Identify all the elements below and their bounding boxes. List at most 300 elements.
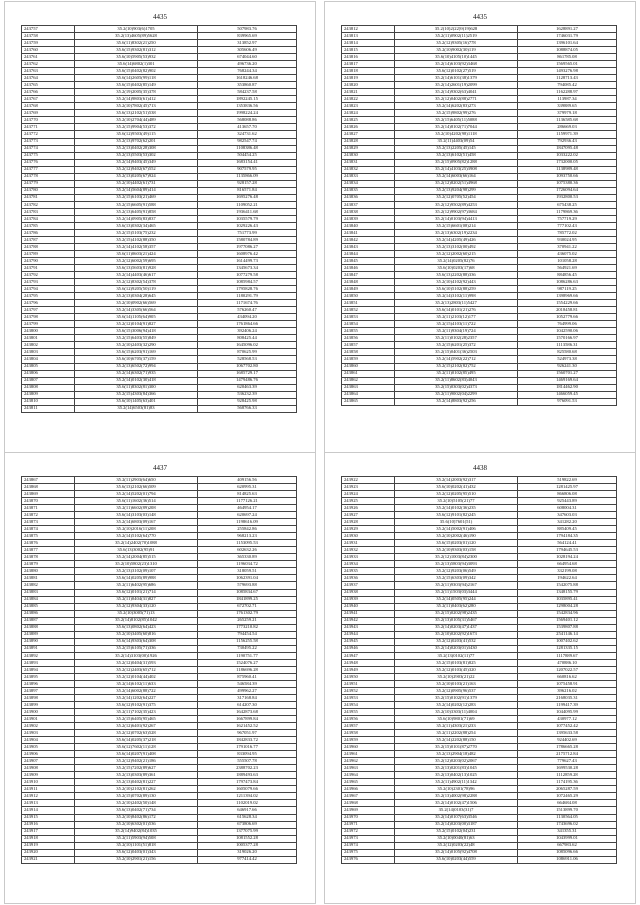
row-id-cell: 243786	[22, 229, 75, 236]
amount-cell: 1075458.91	[518, 680, 617, 687]
row-id-cell: 243768	[22, 103, 75, 110]
reference-number-cell: 35.2(11)4303(21)233	[395, 723, 518, 730]
table-row	[342, 737, 617, 744]
table-row	[22, 842, 297, 849]
row-id-cell: 243871	[22, 505, 75, 512]
reference-number-cell: 35.2(13)0201(83)1045	[395, 765, 518, 772]
table-row	[22, 342, 297, 349]
reference-number-cell: 35.2(13)9702(62)201	[75, 138, 198, 145]
reference-number-cell: 35.6(13)5603(81)928	[75, 265, 198, 272]
amount-cell: 870625.99	[198, 349, 297, 356]
reference-number-cell: 35.6(11)8302(21)250	[75, 40, 198, 47]
table-row	[342, 293, 617, 300]
row-id-cell: 243887	[22, 617, 75, 624]
row-id-cell: 243792	[22, 272, 75, 279]
reference-number-cell: 35.2(14)2003(92)317	[395, 477, 518, 484]
table-row	[22, 258, 297, 265]
table-row	[22, 575, 297, 582]
reference-number-cell: 35.2(11)0102(28)2357	[395, 335, 518, 342]
amount-cell: 1743696.02	[518, 821, 617, 828]
table-row	[22, 617, 297, 624]
reference-number-cell: 35.6(10)0203(44)559	[395, 856, 518, 863]
row-id-cell: 243899	[22, 702, 75, 709]
amount-cell: 1044095.99	[518, 709, 617, 716]
reference-number-cell: 35.2(14)2202(88)150	[395, 737, 518, 744]
table-row	[342, 603, 617, 610]
reference-number-cell: 35.2(15)9904(53)372	[75, 124, 198, 131]
amount-cell: 1466059.45	[518, 391, 617, 398]
row-id-cell: 243860	[342, 363, 395, 370]
amount-cell: 674044.60	[198, 54, 297, 61]
table-row	[342, 384, 617, 391]
table-row	[342, 180, 617, 187]
row-id-cell: 243806	[22, 370, 75, 377]
reference-number-cell: 35.2(13)0105(31)5467	[395, 617, 518, 624]
table-row	[342, 800, 617, 807]
row-id-cell: 243886	[22, 610, 75, 617]
amount-cell: 339889.65	[518, 103, 617, 110]
amount-cell: 1539807.88	[518, 624, 617, 631]
reference-number-cell: 35.2(12)9502(89)4253	[395, 201, 518, 208]
amount-cell: 1932800.53	[518, 194, 617, 201]
reference-number-cell: 35.6(10)4105(10)1445	[395, 54, 518, 61]
amount-cell: 814825.63	[198, 491, 297, 498]
table-row	[342, 335, 617, 342]
table-row	[22, 716, 297, 723]
row-id-cell: 243820	[342, 82, 395, 89]
amount-cell: 353860.87	[198, 82, 297, 89]
reference-number-cell: 35.2(13)5803(94)3093	[395, 561, 518, 568]
row-id-cell: 243864	[342, 391, 395, 398]
row-id-cell: 243970	[342, 814, 395, 821]
reference-number-cell: 35.6(14)0101(21)276	[395, 307, 518, 314]
amount-cell: 839965.69	[198, 33, 297, 40]
row-id-cell: 243769	[22, 110, 75, 117]
reference-number-cell: 35.2(14)0205(82)76	[395, 258, 518, 265]
row-id-cell: 243835	[342, 187, 395, 194]
reference-number-cell: 35.2(15)4102(88)350	[75, 236, 198, 243]
reference-number-cell: 35.2(14)3103(00)1926	[75, 652, 198, 659]
table-row	[22, 730, 297, 737]
amount-cell: 430977.12	[518, 716, 617, 723]
reference-number-cell: 35.2(13)4605(89)5628	[75, 33, 198, 40]
reference-number-cell: 35.6(15)3006(94)418	[75, 328, 198, 335]
row-id-cell: 243845	[342, 258, 395, 265]
amount-cell: 833094.95	[198, 751, 297, 758]
amount-cell: 496736.20	[198, 61, 297, 68]
table-row	[342, 533, 617, 540]
reference-number-cell: 35.6(14)1105(64)905	[75, 314, 198, 321]
row-id-cell: 243759	[22, 40, 75, 47]
table-row	[22, 180, 297, 187]
table-row	[22, 737, 297, 744]
row-id-cell: 243904	[22, 737, 75, 744]
data-table	[21, 476, 297, 864]
reference-number-cell: 35.6(10)9801(71)69	[395, 716, 518, 723]
table-row	[22, 110, 297, 117]
table-row	[22, 645, 297, 652]
table-row	[22, 561, 297, 568]
amount-cell: 1608976.42	[198, 251, 297, 258]
row-id-cell: 243798	[22, 314, 75, 321]
row-id-cell: 243884	[22, 596, 75, 603]
reference-number-cell: 35.2(14)9803(61)412	[75, 96, 198, 103]
amount-cell: 1130564.05	[518, 814, 617, 821]
row-id-cell: 243973	[342, 835, 395, 842]
amount-cell: 620995.31	[198, 484, 297, 491]
amount-cell: 194622.64	[518, 575, 617, 582]
amount-cell: 584237.58	[198, 89, 297, 96]
reference-number-cell: 35.6(12)0102(27)519	[395, 68, 518, 75]
table-row	[22, 272, 297, 279]
reference-number-cell: 35.2(12)2002(60)215	[395, 251, 518, 258]
amount-cell: 1628891.27	[518, 26, 617, 33]
amount-cell: 968213.23	[198, 533, 297, 540]
row-id-cell: 243946	[342, 645, 395, 652]
page-title: 4435	[473, 13, 487, 21]
amount-cell: 536232.39	[198, 391, 297, 398]
row-id-cell: 243876	[22, 540, 75, 547]
row-id-cell: 243916	[22, 821, 75, 828]
table-row	[22, 208, 297, 215]
table-row	[22, 772, 297, 779]
table-row	[22, 279, 297, 286]
table-row	[22, 138, 297, 145]
spreadsheet-page-2	[324, 1, 636, 453]
table-row	[22, 349, 297, 356]
amount-cell: 1128713.43	[518, 75, 617, 82]
row-id-cell: 243890	[22, 638, 75, 645]
table-row	[342, 363, 617, 370]
row-id-cell: 243870	[22, 498, 75, 505]
reference-number-cell: 35.2(13)0102(11)77	[395, 652, 518, 659]
amount-cell: 1618246.68	[198, 75, 297, 82]
table-row	[22, 477, 297, 484]
table-row	[22, 124, 297, 131]
amount-cell: 379979.18	[518, 110, 617, 117]
amount-cell: 1699530.28	[518, 765, 617, 772]
amount-cell: 2388702.23	[198, 765, 297, 772]
table-row	[342, 243, 617, 250]
row-id-cell: 243931	[342, 540, 395, 547]
row-id-cell: 243920	[22, 849, 75, 856]
amount-cell: 499962.27	[198, 687, 297, 694]
row-id-cell: 243933	[342, 554, 395, 561]
table-row	[22, 33, 297, 40]
row-id-cell: 243814	[342, 40, 395, 47]
reference-number-cell: 35.2(15)9802(99)276	[395, 110, 518, 117]
reference-number-cell: 35.2(14)9302(63)4041	[395, 89, 518, 96]
reference-number-cell: 35.2(15)0401(36)2503	[395, 349, 518, 356]
row-id-cell: 243975	[342, 849, 395, 856]
row-id-cell: 243758	[22, 33, 75, 40]
reference-number-cell: 35.2(13)0205(67)924	[75, 173, 198, 180]
reference-number-cell: 35.2(14)9402(84)1035	[75, 828, 198, 835]
table-row	[342, 554, 617, 561]
amount-cell: 1493276.98	[518, 68, 617, 75]
amount-cell: 504454.25	[198, 152, 297, 159]
reference-number-cell: 35.6(14)3103(03)148	[75, 512, 198, 519]
table-row	[342, 505, 617, 512]
table-row	[342, 687, 617, 694]
amount-cell: 794085.42	[518, 82, 617, 89]
row-id-cell: 243925	[342, 498, 395, 505]
table-row	[342, 561, 617, 568]
row-id-cell: 243877	[22, 547, 75, 554]
row-id-cell: 243841	[342, 229, 395, 236]
reference-number-cell: 35.6(14)0207(91)408	[75, 751, 198, 758]
row-id-cell: 243950	[342, 673, 395, 680]
row-id-cell: 243859	[342, 356, 395, 363]
amount-cell: 1159971.39	[518, 131, 617, 138]
row-id-cell: 243912	[22, 793, 75, 800]
table-row	[22, 582, 297, 589]
amount-cell: 1177126.21	[198, 498, 297, 505]
amount-cell: 1029226.43	[198, 222, 297, 229]
table-row	[22, 702, 297, 709]
amount-cell: 1067702.80	[198, 363, 297, 370]
row-id-cell: 243958	[342, 730, 395, 737]
reference-number-cell: 35.2(13)2205(45)145	[395, 145, 518, 152]
table-row	[342, 47, 617, 54]
row-id-cell: 243846	[342, 265, 395, 272]
table-row	[342, 596, 617, 603]
amount-cell: 1198616.09	[198, 519, 297, 526]
table-row	[22, 201, 297, 208]
amount-cell: 528568.53	[198, 356, 297, 363]
row-id-cell: 243935	[342, 568, 395, 575]
table-row	[342, 702, 617, 709]
reference-number-cell: 35.2(12)0203(41)532	[395, 638, 518, 645]
amount-cell: 1554229.66	[518, 300, 617, 307]
table-row	[22, 765, 297, 772]
reference-number-cell: 35.2(10)903(6)1705	[75, 26, 198, 33]
amount-cell: 884856.45	[518, 272, 617, 279]
table-row	[22, 793, 297, 800]
amount-cell: 1794184.35	[518, 533, 617, 540]
reference-number-cell: 35.2(12)8202(51)4968	[395, 180, 518, 187]
reference-number-cell: 35.2(13)6502(72)994	[75, 363, 198, 370]
row-id-cell: 243850	[342, 293, 395, 300]
amount-cell: 436075.02	[518, 251, 617, 258]
reference-number-cell: 35.2(12)0203(02)2067	[395, 758, 518, 765]
table-row	[22, 251, 297, 258]
table-row	[342, 236, 617, 243]
reference-number-cell: 35.2(15)6405(95)465	[75, 716, 198, 723]
reference-number-cell: 35.2(12)2403(65)712	[75, 666, 198, 673]
reference-number-cell: 35.2(14)2004(85)515	[75, 554, 198, 561]
amount-cell: 1180291.79	[198, 293, 297, 300]
table-row	[342, 793, 617, 800]
amount-cell: 1072465.29	[518, 793, 617, 800]
table-row	[342, 215, 617, 222]
amount-cell: 977414.42	[198, 856, 297, 863]
amount-cell: 620697.24	[198, 512, 297, 519]
reference-number-cell: 35.2(11)2103(12)177	[395, 314, 518, 321]
reference-number-cell: 35.6(12)9102(91)375	[75, 702, 198, 709]
amount-cell: 1621452.52	[198, 723, 297, 730]
reference-number-cell: 35.2(12)0702(63)528	[75, 730, 198, 737]
reference-number-cell: 35.2(10)0202(92)1673	[395, 631, 518, 638]
amount-cell: 928425.98	[198, 398, 297, 405]
reference-number-cell: 35.6(12)9101(82)245	[395, 512, 518, 519]
row-id-cell: 243857	[342, 342, 395, 349]
reference-number-cell: 35.6(11)1602(36)514	[75, 498, 198, 505]
reference-number-cell: 35.2(15)7202(89)627	[75, 765, 198, 772]
table-row	[22, 596, 297, 603]
amount-cell: 764999.06	[518, 321, 617, 328]
amount-cell: 1281425.97	[518, 484, 617, 491]
table-row	[342, 835, 617, 842]
row-id-cell: 243844	[342, 251, 395, 258]
table-row	[22, 512, 297, 519]
reference-number-cell: 35.6(12)9503(49)115	[75, 131, 198, 138]
row-id-cell: 243956	[342, 716, 395, 723]
reference-number-cell: 35.2(15)6105(71)336	[75, 645, 198, 652]
amount-cell: 305606.49	[198, 47, 297, 54]
table-row	[342, 159, 617, 166]
amount-cell: 1108386.48	[198, 145, 297, 152]
row-id-cell: 243924	[342, 491, 395, 498]
table-row	[22, 236, 297, 243]
row-id-cell: 243760	[22, 47, 75, 54]
table-row	[22, 61, 297, 68]
reference-number-cell: 35.6(15)9302(81)312	[75, 47, 198, 54]
reference-number-cell: 35.2(10)0103(21)163	[395, 680, 518, 687]
table-row	[22, 758, 297, 765]
row-id-cell: 243848	[342, 279, 395, 286]
amount-cell: 1196034.72	[198, 561, 297, 568]
row-id-cell: 243785	[22, 222, 75, 229]
reference-number-cell: 35.2(10)0040(81)63	[395, 835, 518, 842]
page-title: 4437	[153, 464, 167, 472]
row-id-cell: 243802	[22, 342, 75, 349]
row-id-cell: 243793	[22, 279, 75, 286]
reference-number-cell: 35.2(12)9304(33)120	[75, 603, 198, 610]
table-row	[22, 405, 297, 412]
reference-number-cell: 35.6(12)0101(21)714	[75, 589, 198, 596]
row-id-cell: 243971	[342, 821, 395, 828]
reference-number-cell: 35.2(12)0203(22)48	[395, 842, 518, 849]
amount-cell: 1190751.77	[198, 652, 297, 659]
row-id-cell: 243930	[342, 533, 395, 540]
amount-cell: 347603.03	[518, 512, 617, 519]
row-id-cell: 243862	[342, 377, 395, 384]
amount-cell: 1062391.04	[198, 575, 297, 582]
reference-number-cell: 35.2(11)2903(64)650	[75, 477, 198, 484]
reference-number-cell: 35.2(14)5604(89)414	[75, 187, 198, 194]
table-row	[342, 680, 617, 687]
reference-number-cell: 35.2(15)0102(91)1379	[395, 694, 518, 701]
reference-number-cell: 35.2(15)2102(82)752	[395, 363, 518, 370]
amount-cell: 1043999.01	[518, 835, 617, 842]
reference-number-cell: 35.6(10)5905(53)932	[75, 54, 198, 61]
table-row	[342, 624, 617, 631]
table-row	[22, 117, 297, 124]
amount-cell: 615628.34	[198, 814, 297, 821]
table-row	[22, 821, 297, 828]
reference-number-cell: 35.6(10)1405(63)401	[75, 398, 198, 405]
table-row	[342, 582, 617, 589]
table-row	[342, 807, 617, 814]
row-id-cell: 243947	[342, 652, 395, 659]
amount-cell: 1892245.15	[198, 96, 297, 103]
reference-number-cell: 35.2(14)0203(47)1437	[395, 624, 518, 631]
reference-number-cell: 35.6(10)6705(37)159	[75, 356, 198, 363]
amount-cell: 664954.68	[518, 561, 617, 568]
reference-number-cell: 35.2(14)6202(83)273	[395, 103, 518, 110]
table-row	[342, 659, 617, 666]
row-id-cell: 243775	[22, 152, 75, 159]
table-row	[22, 321, 297, 328]
amount-cell: 1936411.68	[198, 208, 297, 215]
table-row	[22, 744, 297, 751]
row-id-cell: 243921	[22, 856, 75, 863]
reference-number-cell: 35.6(10)7601(51)	[395, 519, 518, 526]
amount-cell: 757719.29	[518, 215, 617, 222]
reference-number-cell: 35.2(14)6302(71)935	[75, 370, 198, 377]
table-row	[22, 687, 297, 694]
row-id-cell: 243781	[22, 194, 75, 201]
table-row	[22, 103, 297, 110]
row-id-cell: 243965	[342, 779, 395, 786]
row-id-cell: 243906	[22, 751, 75, 758]
row-id-cell: 243905	[22, 744, 75, 751]
row-id-cell: 243942	[342, 617, 395, 624]
reference-number-cell: 35.2(12)0705(52)454	[395, 194, 518, 201]
table-row	[22, 89, 297, 96]
table-row	[342, 765, 617, 772]
table-row	[342, 321, 617, 328]
row-id-cell: 243869	[22, 491, 75, 498]
reference-number-cell: 35.2(14)6101(38)1379	[395, 75, 518, 82]
row-id-cell: 243969	[342, 807, 395, 814]
amount-cell: 409156.56	[198, 477, 297, 484]
reference-number-cell: 35.6(12)9205(50)119	[75, 286, 198, 293]
table-row	[342, 208, 617, 215]
reference-number-cell: 35.2(10)2901(21)156	[75, 856, 198, 863]
reference-number-cell: 35.2(10)5802(23)1310	[75, 561, 198, 568]
table-row	[22, 300, 297, 307]
amount-cell: 1211394.02	[198, 793, 297, 800]
row-id-cell: 243797	[22, 307, 75, 314]
amount-cell: 1977086.27	[198, 243, 297, 250]
amount-cell: 576260.47	[198, 307, 297, 314]
amount-cell: 1795828.76	[198, 286, 297, 293]
amount-cell: 1773210.82	[198, 624, 297, 631]
amount-cell: 1695276.48	[198, 194, 297, 201]
row-id-cell: 243839	[342, 215, 395, 222]
reference-number-cell: 35.2(12)9305(16)778	[395, 40, 518, 47]
amount-cell: 1847095.48	[518, 145, 617, 152]
amount-cell: 792936.43	[518, 138, 617, 145]
row-id-cell: 243955	[342, 709, 395, 716]
reference-number-cell: 35.2(14)2601(19)2099	[395, 82, 518, 89]
table-row	[22, 484, 297, 491]
reference-number-cell: 35.2(10)2403(32)290	[75, 342, 198, 349]
amount-cell: 392406.24	[198, 328, 297, 335]
reference-number-cell: 35.2(14)9403(45)349	[75, 159, 198, 166]
amount-cell: 507983.76	[198, 26, 297, 33]
row-id-cell: 243818	[342, 68, 395, 75]
table-row	[342, 398, 617, 405]
table-row	[342, 814, 617, 821]
table-row	[342, 484, 617, 491]
amount-cell: 1135866.09	[198, 173, 297, 180]
amount-cell: 861785.08	[518, 54, 617, 61]
reference-number-cell: 35.6(10)5102(88)259	[395, 286, 518, 293]
amount-cell: 1077452.42	[518, 723, 617, 730]
